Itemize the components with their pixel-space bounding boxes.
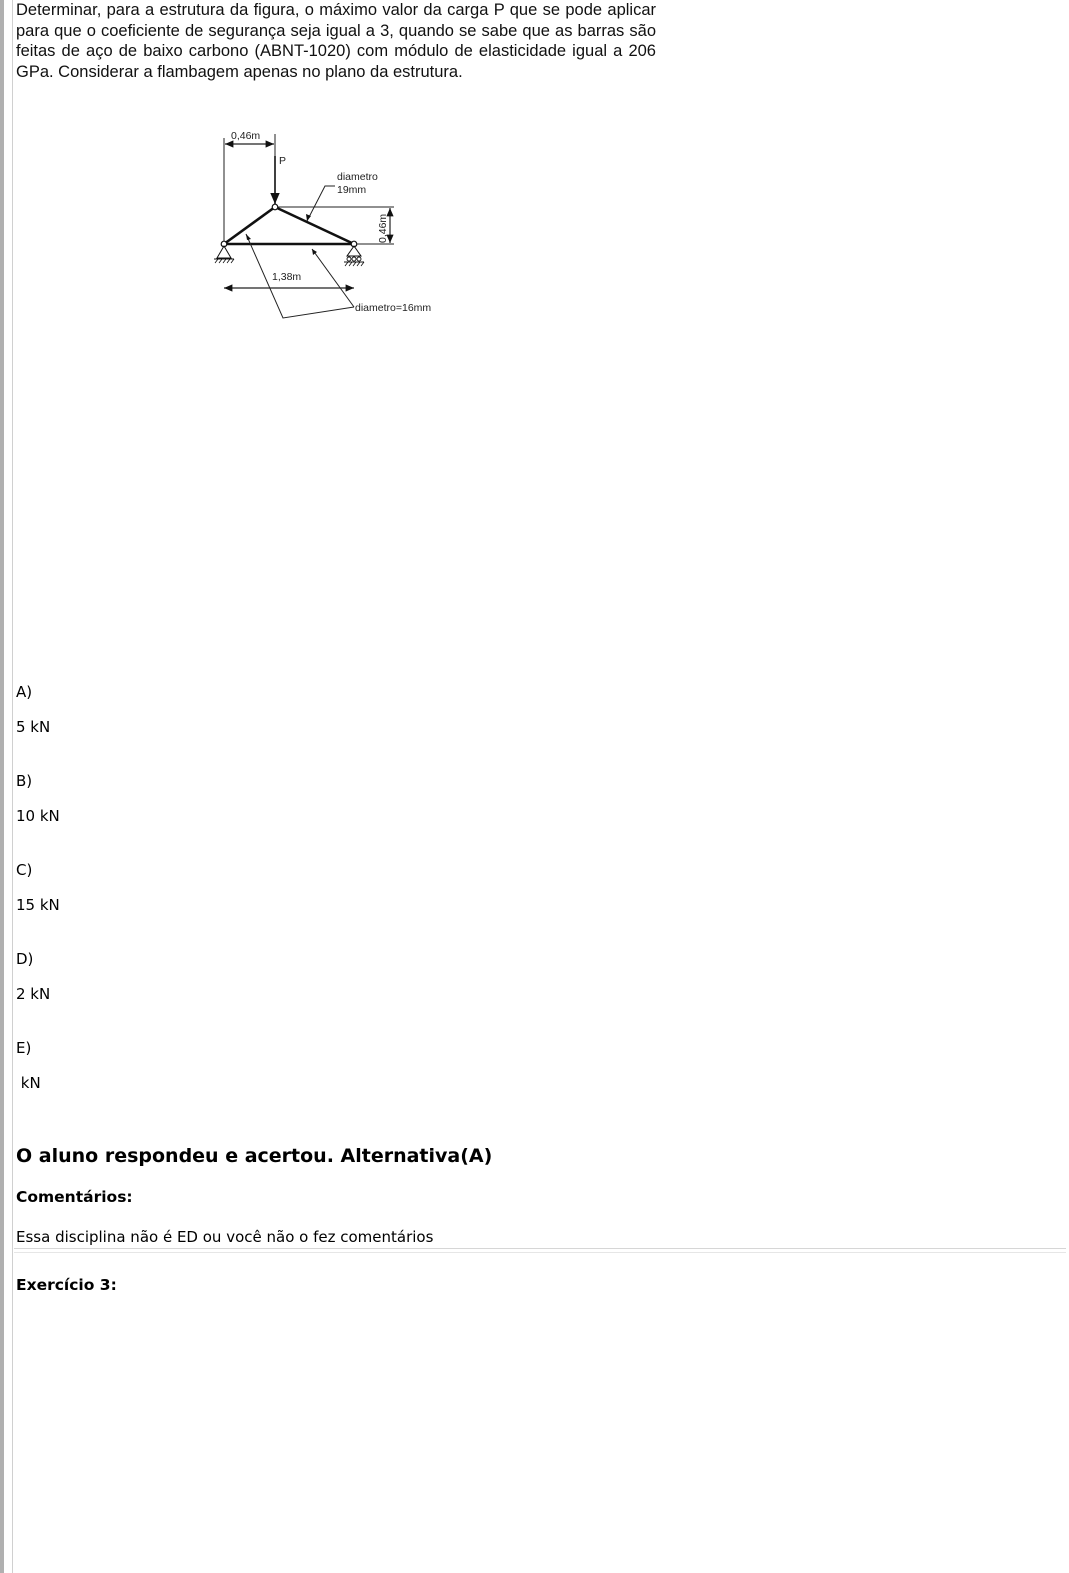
option-b-value: 10 kN: [16, 807, 60, 825]
option-a-value: 5 kN: [16, 718, 51, 736]
top-bar-label-line1: diametro: [337, 171, 378, 183]
load-label: P: [279, 155, 287, 167]
pin-support-icon: [214, 246, 234, 263]
option-c-value: 15 kN: [16, 896, 60, 914]
left-border: [0, 0, 4, 1573]
truss-figure: [194, 124, 444, 324]
joint-top: [272, 204, 278, 210]
dim-height-label: 0,46m: [377, 213, 389, 243]
option-b-letter: B): [16, 772, 33, 790]
dim-top-label: 0,46m: [231, 130, 261, 142]
roller-support-icon: [344, 246, 364, 266]
option-a-letter: A): [16, 683, 33, 701]
comments-text: Essa disciplina não é ED ou você não o fez comentários: [16, 1228, 434, 1246]
bottom-bar-label: diametro=16mm: [355, 302, 432, 314]
section-divider: [14, 1248, 1066, 1253]
comments-heading: Comentários:: [16, 1188, 133, 1206]
result-message: O aluno respondeu e acertou. Alternativa(A): [16, 1145, 493, 1167]
left-rule: [12, 0, 13, 1573]
option-c-letter: C): [16, 861, 33, 879]
truss-diagram: [194, 124, 444, 324]
dim-span-label: 1,38m: [272, 271, 302, 283]
leader-top-bar: [307, 186, 335, 221]
option-d-value: 2 kN: [16, 985, 51, 1003]
question-text: Determinar, para a estrutura da figura, o máximo valor da carga P que se pode aplicar para que o coeficiente de segurança seja igual a 3, quando se sabe que as barras são feitas de aço de baixo carbono (ABNT-1020) com módulo de elasticidade igual a 206 GPa. Considerar a flambagem apenas no plano da estrutura.: [16, 1, 656, 82]
option-e-value: kN: [16, 1074, 41, 1092]
option-d-letter: D): [16, 950, 34, 968]
next-exercise-title: Exercício 3:: [16, 1276, 117, 1294]
top-bar-label-line2: 19mm: [337, 184, 367, 196]
member-right: [275, 207, 354, 244]
option-e-letter: E): [16, 1039, 32, 1057]
